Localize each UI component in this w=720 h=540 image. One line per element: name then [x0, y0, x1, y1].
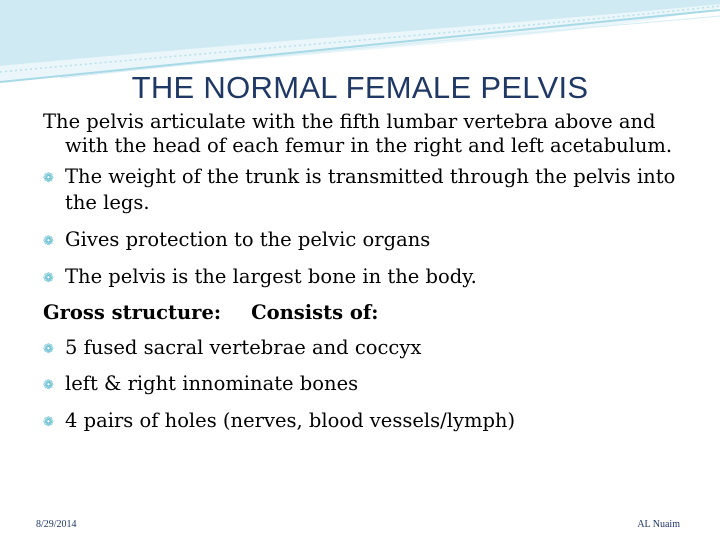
bullet-swirl-icon: ❁ — [43, 341, 54, 357]
heading-left: Gross structure: — [43, 301, 222, 324]
bullet-swirl-icon: ❁ — [43, 414, 54, 430]
slide-body — [43, 110, 703, 440]
bullet-swirl-icon: ❁ — [43, 378, 54, 393]
list-item: ❁ The weight of the trunk is transmitted through the pelvis into the legs. — [43, 165, 676, 214]
bullet-swirl-icon: ❁ — [43, 270, 54, 286]
list-item: ❁ The pelvis is the largest bone in the body. — [43, 260, 703, 297]
list-item: ❁ left & right innominate bones — [43, 367, 703, 404]
bullet-swirl-icon: ❁ — [43, 234, 54, 249]
list-item: ❁ 4 pairs of holes (nerves, blood vessels/lymph) — [43, 404, 703, 441]
footer-date: 8/29/2014 — [36, 519, 77, 530]
gross-structure-heading — [43, 296, 703, 331]
list-item: ❁ 5 fused sacral vertebrae and coccyx — [43, 331, 703, 368]
intro-paragraph: The pelvis articulate with the fifth lumbar vertebra above and with the head of each femur in the right and left acetabulum. — [43, 110, 673, 157]
bullet-swirl-icon: ❁ — [43, 171, 54, 186]
footer-author: AL Nuaim — [637, 519, 680, 530]
list-item: ❁ Gives protection to the pelvic organs — [43, 223, 703, 260]
heading-right: Consists of: — [251, 301, 379, 324]
slide-title: THE NORMAL FEMALE PELVIS — [131, 70, 589, 105]
